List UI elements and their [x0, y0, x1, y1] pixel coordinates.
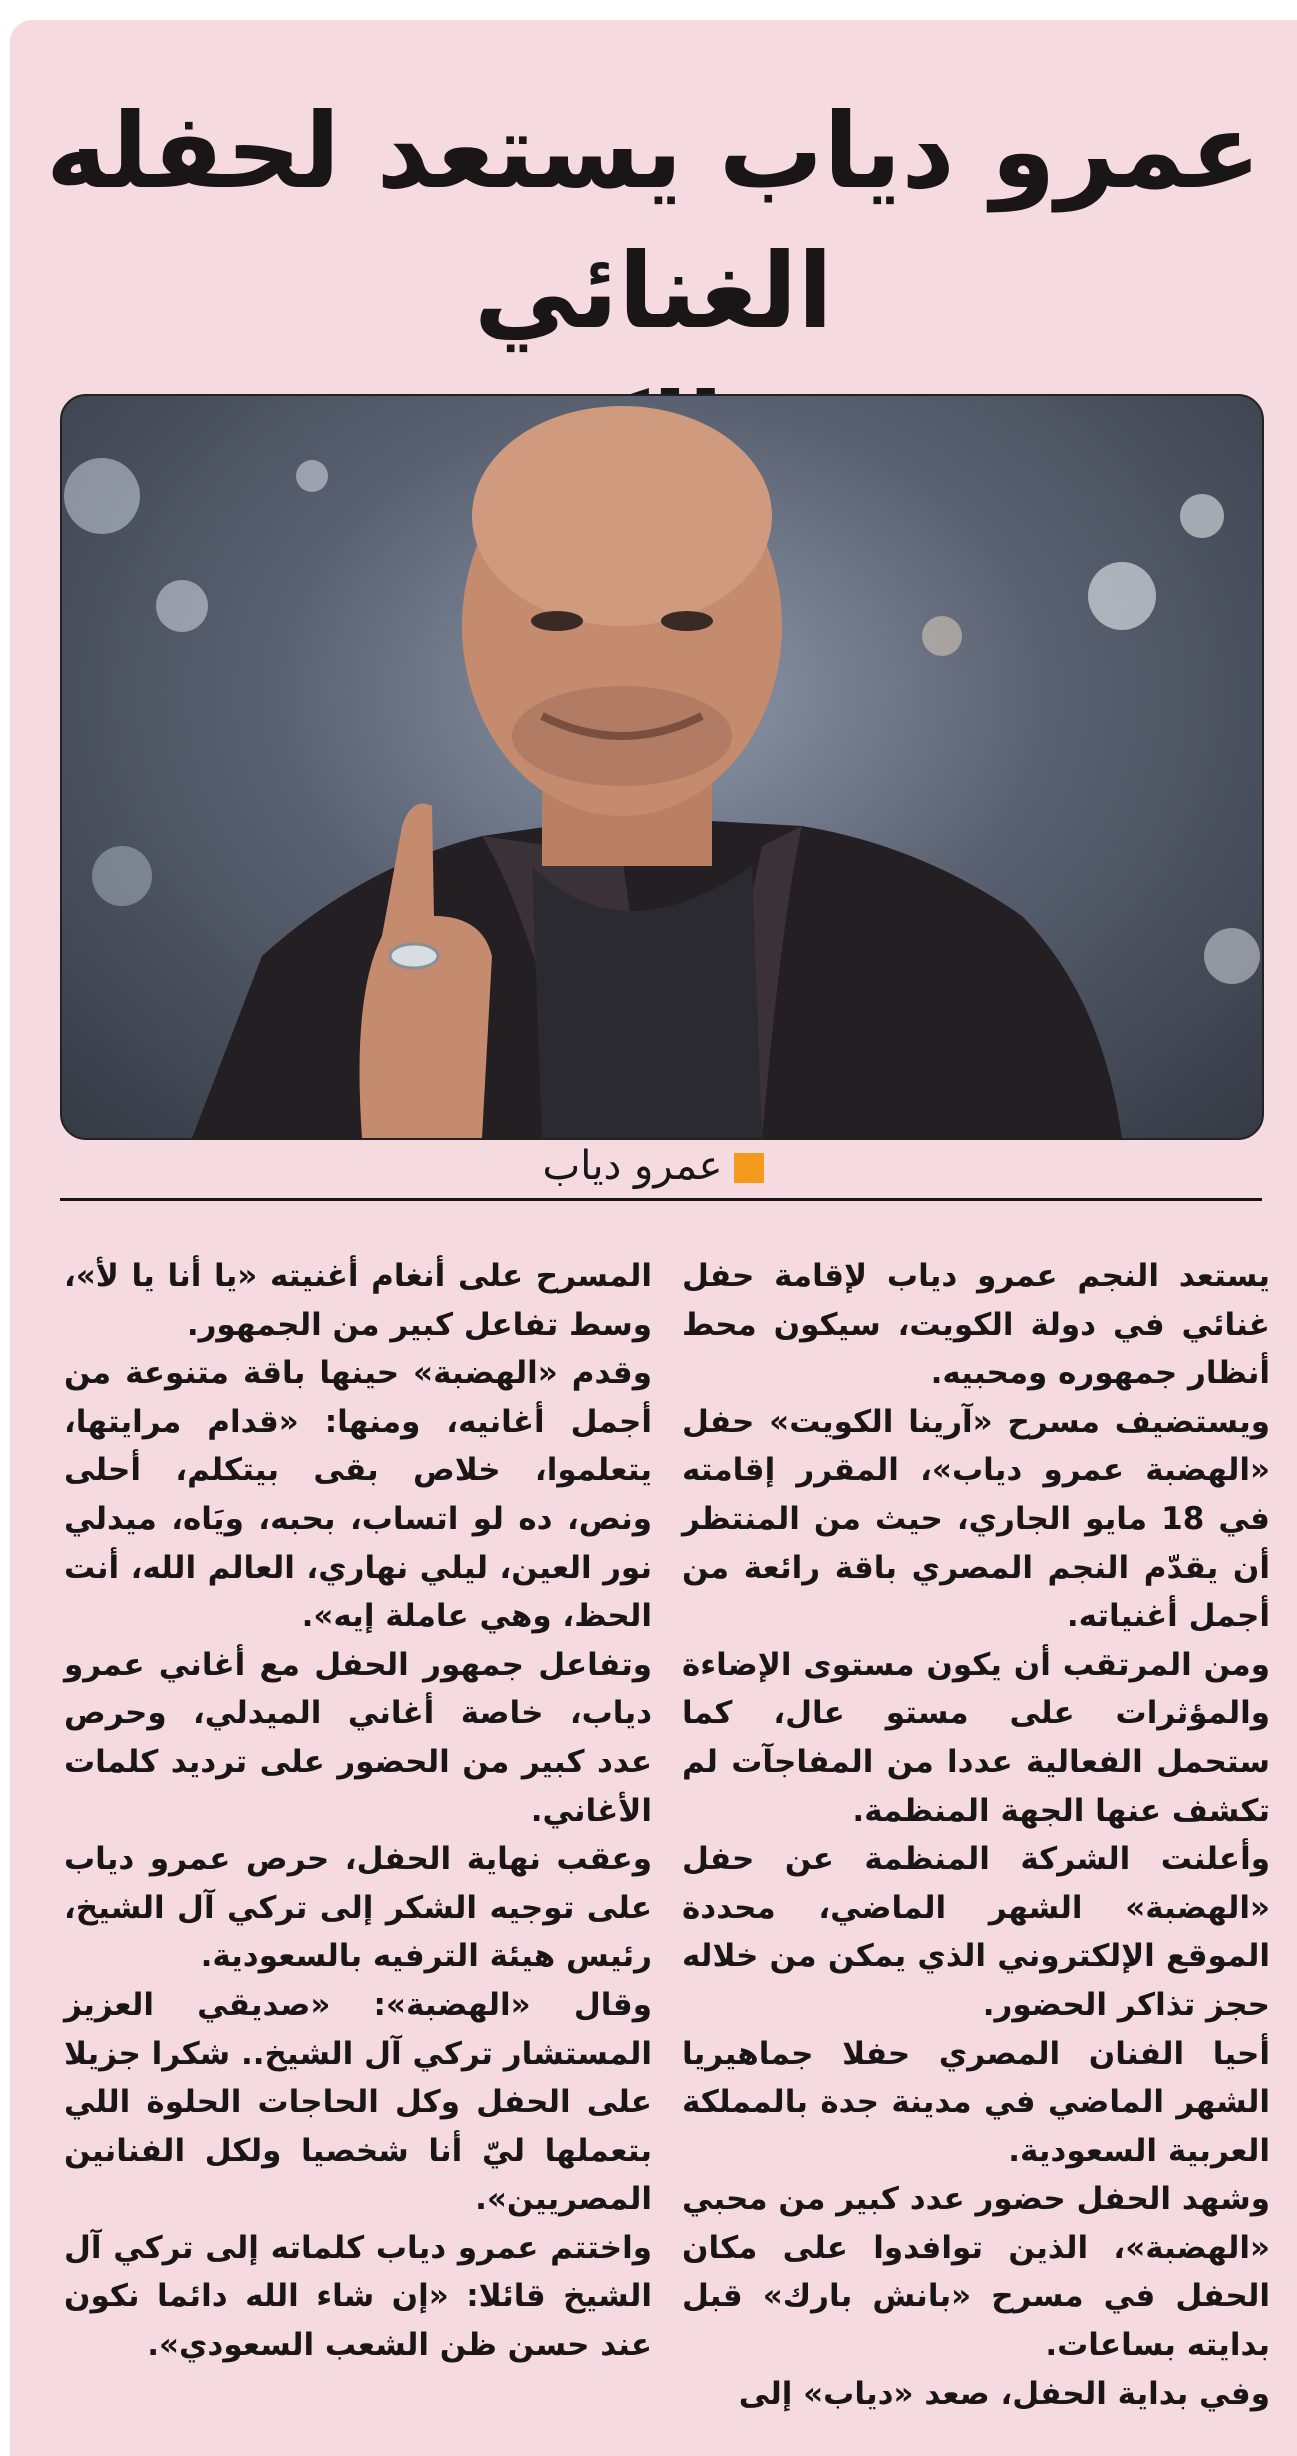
paragraph: يستعد النجم عمرو دياب لإقامة حفل غنائي في دولة الكويت، سيكون محط أنظار جمهوره ومحبيه. [682, 1258, 1270, 1392]
article-column-right [682, 1252, 1270, 2418]
caption-square-icon [734, 1153, 764, 1183]
newspaper-page [10, 20, 1297, 2456]
photo-caption [10, 1138, 1297, 1194]
article-column-left [64, 1252, 652, 2370]
paragraph: وقال «الهضبة»: «صديقي العزيز المستشار تركي آل الشيخ.. شكرا جزيلا على الحفل وكل الحاجات الحلوة اللي بتعملها ليّ أنا شخصيا ولكل الفنانين المصريين». [64, 1986, 652, 2218]
paragraph: ومن المرتقب أن يكون مستوى الإضاءة والمؤثرات على مستو عال، كما ستحمل الفعالية عددا من المفاجآت لم تكشف عنها الجهة المنظمة. [682, 1646, 1270, 1829]
paragraph: وعقب نهاية الحفل، حرص عمرو دياب على توجيه الشكر إلى تركي آل الشيخ، رئيس هيئة الترفيه بالسعودية. [64, 1841, 652, 1975]
paragraph: ويستضيف مسرح «آرينا الكويت» حفل «الهضبة عمرو دياب»، المقرر إقامته في 18 مايو الجاري، حيث من المنتظر أن يقدّم النجم المصري باقة رائعة من أجمل أغنياته. [682, 1403, 1270, 1635]
singer-photo-illustration [62, 396, 1262, 1138]
paragraph: وأعلنت الشركة المنظمة عن حفل «الهضبة» الشهر الماضي، محددة الموقع الإلكتروني الذي يمكن من خلاله حجز تذاكر الحضور. [682, 1841, 1270, 2023]
caption-text: عمرو دياب [542, 1143, 723, 1189]
paragraph: وفي بداية الحفل، صعد «دياب» إلى [738, 2375, 1270, 2412]
paragraph: وتفاعل جمهور الحفل مع أغاني عمرو دياب، خاصة أغاني الميدلي، وحرص عدد كبير من الحضور على ترديد كلمات الأغاني. [64, 1646, 652, 1829]
paragraph: أحيا الفنان المصري حفلا جماهيريا الشهر الماضي في مدينة جدة بالمملكة العربية السعودية. [682, 2035, 1270, 2169]
paragraph: وشهد الحفل حضور عدد كبير من محبي «الهضبة»، الذين توافدوا على مكان الحفل في مسرح «بانش بارك» قبل بدايته بساعات. [682, 2181, 1270, 2364]
paragraph: المسرح على أنغام أغنيته «يا أنا يا لأ»، وسط تفاعل كبير من الجمهور. [64, 1258, 652, 1343]
paragraph: وقدم «الهضبة» حينها باقة متنوعة من أجمل أغانيه، ومنها: «قدام مرايتها، يتعلموا، خلاص بقى بيتكلم، أحلى ونص، ده لو اتساب، بحبه، ويَاه، ميدلي نور العين، ليلي نهاري، العالم الله، أنت الحظ، وهي عاملة إيه». [64, 1355, 652, 1635]
paragraph: واختتم عمرو دياب كلماته إلى تركي آل الشيخ قائلا: «إن شاء الله دائما نكون عند حسن ظن الشعب السعودي». [64, 2229, 652, 2364]
caption-divider [60, 1198, 1262, 1201]
headline-line-1: عمرو دياب يستعد لحفله الغنائي [45, 90, 1262, 353]
article-photo [60, 394, 1264, 1140]
